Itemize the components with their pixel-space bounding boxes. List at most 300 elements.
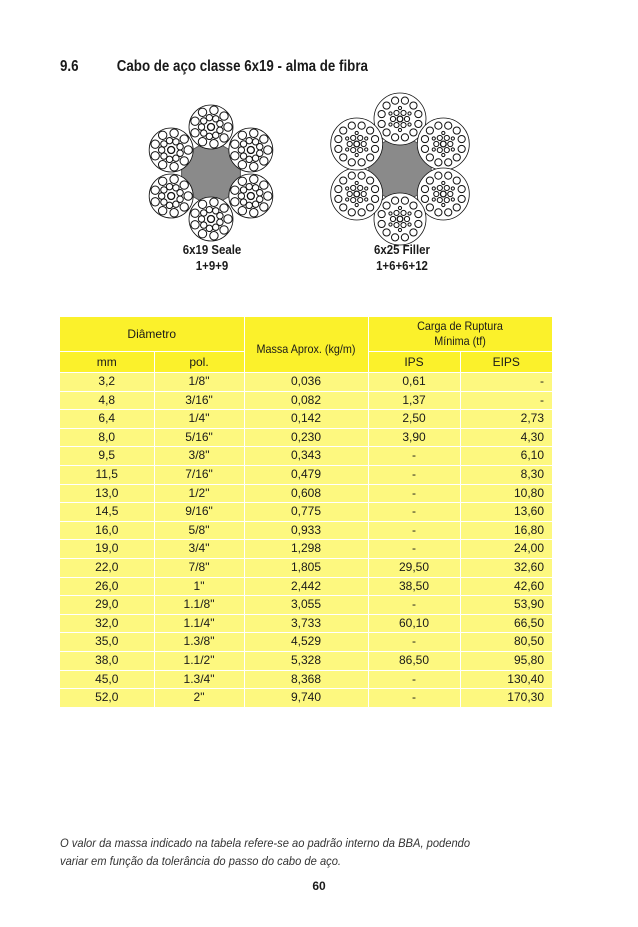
wire <box>191 209 199 217</box>
wire <box>426 177 433 184</box>
footnote <box>60 834 560 870</box>
cell-massa: 0,343 <box>244 447 368 466</box>
table-row <box>60 484 552 503</box>
wire <box>358 209 365 216</box>
wire <box>351 197 356 202</box>
cell-pol: 1.1/4" <box>154 614 244 633</box>
wire <box>365 198 368 201</box>
wire <box>260 135 268 143</box>
wire <box>426 127 433 134</box>
cell-eips: 4,30 <box>460 428 552 447</box>
wire <box>260 157 268 165</box>
wire <box>445 122 452 129</box>
wire <box>170 209 178 217</box>
wire <box>335 195 342 202</box>
wire <box>437 197 442 202</box>
cell-mm: 14,5 <box>60 503 154 522</box>
table-row <box>60 373 552 392</box>
wire <box>213 132 219 138</box>
cell-eips: - <box>460 391 552 410</box>
wire <box>421 195 428 202</box>
cell-pol: 1.3/8" <box>154 633 244 652</box>
wire <box>210 198 218 206</box>
wire <box>166 183 172 189</box>
table-row <box>60 651 552 670</box>
wire <box>421 135 428 142</box>
wire <box>173 155 179 161</box>
footnote-line-1: O valor da massa indicado na tabela refere-se ao padrão interno da BBA, podendo <box>60 836 471 850</box>
cell-mm: 11,5 <box>60 465 154 484</box>
wire <box>231 186 239 194</box>
wire <box>340 177 347 184</box>
center-wire <box>207 123 214 130</box>
table-row <box>60 540 552 559</box>
wire <box>170 175 178 183</box>
wire <box>435 172 442 179</box>
wire <box>348 209 355 216</box>
wire <box>426 204 433 211</box>
cell-eips: 170,30 <box>460 689 552 708</box>
wire <box>177 144 183 150</box>
table-row <box>60 689 552 708</box>
wire <box>198 200 206 208</box>
wire <box>444 185 449 190</box>
wire <box>401 234 408 241</box>
wire <box>453 177 460 184</box>
wire <box>351 135 356 140</box>
cell-massa: 0,142 <box>244 410 368 429</box>
cell-ips: - <box>368 596 460 615</box>
table-row <box>60 465 552 484</box>
wire <box>250 129 258 137</box>
wire <box>389 212 392 215</box>
wire <box>401 122 406 127</box>
wire <box>458 135 465 142</box>
wire <box>358 159 365 166</box>
table-row <box>60 503 552 522</box>
wire <box>410 102 417 109</box>
wire <box>404 116 409 121</box>
wire <box>217 121 223 127</box>
wire <box>250 209 258 217</box>
wire <box>410 229 417 236</box>
wire <box>361 191 366 196</box>
table-row <box>60 558 552 577</box>
center-wire <box>247 146 254 153</box>
cell-eips: 10,80 <box>460 484 552 503</box>
wire <box>170 163 178 171</box>
wire <box>348 172 355 179</box>
wire <box>198 108 206 116</box>
wire <box>151 140 159 148</box>
wire <box>408 212 411 215</box>
wire <box>231 198 239 206</box>
cell-massa: 2,442 <box>244 577 368 596</box>
wire <box>210 140 218 148</box>
right-diagram-construction: 1+6+6+12 <box>376 258 428 273</box>
wire <box>238 131 246 139</box>
wire <box>453 154 460 161</box>
wire <box>351 147 356 152</box>
cell-pol: 3/4" <box>154 540 244 559</box>
wire <box>257 190 263 196</box>
wire <box>389 223 392 226</box>
cell-massa: 1,298 <box>244 540 368 559</box>
wire <box>151 198 159 206</box>
cell-eips: 13,60 <box>460 503 552 522</box>
cell-eips: 130,40 <box>460 670 552 689</box>
left-diagram-caption <box>157 242 266 274</box>
center-wire <box>440 191 446 197</box>
wire <box>351 185 356 190</box>
cell-pol: 7/8" <box>154 558 244 577</box>
wire <box>220 204 228 212</box>
wire <box>240 199 246 205</box>
cell-mm: 13,0 <box>60 484 154 503</box>
table-row <box>60 670 552 689</box>
wire <box>437 135 442 140</box>
wire <box>240 153 246 159</box>
wire <box>231 140 239 148</box>
wire <box>180 157 188 165</box>
wire <box>444 147 449 152</box>
wire <box>238 207 246 215</box>
wire <box>398 106 401 109</box>
wire <box>391 197 398 204</box>
wire <box>177 190 183 196</box>
cell-ips: 3,90 <box>368 428 460 447</box>
wire <box>252 155 258 161</box>
wire <box>442 181 445 184</box>
wire <box>340 154 347 161</box>
section-title-text: Cabo de aço classe 6x19 - alma de fibra <box>116 58 368 75</box>
table-row <box>60 614 552 633</box>
wire <box>442 203 445 206</box>
cell-eips: 8,30 <box>460 465 552 484</box>
cell-ips: - <box>368 503 460 522</box>
wire <box>389 112 392 115</box>
wire <box>432 187 435 190</box>
wire <box>238 177 246 185</box>
cell-massa: 0,775 <box>244 503 368 522</box>
rope-6x19-seale-diagram <box>140 102 282 244</box>
wire <box>355 181 358 184</box>
cell-pol: 1.1/8" <box>154 596 244 615</box>
cell-pol: 1/8" <box>154 373 244 392</box>
wire <box>246 183 252 189</box>
wire <box>383 202 390 209</box>
cell-mm: 29,0 <box>60 596 154 615</box>
cell-ips: - <box>368 484 460 503</box>
wire <box>264 146 272 154</box>
wire <box>365 137 368 140</box>
cell-massa: 5,328 <box>244 651 368 670</box>
wire <box>355 131 358 134</box>
center-wire <box>168 192 175 199</box>
wire <box>415 120 422 127</box>
cell-massa: 1,805 <box>244 558 368 577</box>
wire <box>410 202 417 209</box>
wire <box>358 172 365 179</box>
wire <box>401 110 406 115</box>
cell-eips: 24,00 <box>460 540 552 559</box>
cell-massa: 0,230 <box>244 428 368 447</box>
footnote-line-2: variar em função da tolerância do passo do cabo de aço. <box>60 854 342 868</box>
cell-mm: 45,0 <box>60 670 154 689</box>
cell-ips: 2,50 <box>368 410 460 429</box>
wire <box>365 187 368 190</box>
right-diagram-name: 6x25 Filler <box>374 242 430 257</box>
center-wire <box>247 192 254 199</box>
wire <box>398 228 401 231</box>
wire <box>161 199 167 205</box>
wire <box>453 127 460 134</box>
wire <box>453 204 460 211</box>
wire <box>378 220 385 227</box>
wire <box>391 97 398 104</box>
cell-massa: 0,608 <box>244 484 368 503</box>
wire <box>394 222 399 227</box>
wire <box>198 216 204 222</box>
center-wire <box>354 141 360 147</box>
wire <box>260 203 268 211</box>
wire <box>367 177 374 184</box>
wire <box>408 123 411 126</box>
wire <box>184 192 192 200</box>
header-diametro: Diâmetro <box>60 317 244 352</box>
wire <box>201 222 207 228</box>
cell-ips: 60,10 <box>368 614 460 633</box>
wire <box>383 102 390 109</box>
wire <box>335 185 342 192</box>
cell-ips: - <box>368 465 460 484</box>
wire <box>390 216 395 221</box>
cell-ips: 86,50 <box>368 651 460 670</box>
cell-mm: 16,0 <box>60 521 154 540</box>
wire <box>158 193 164 199</box>
wire <box>365 148 368 151</box>
wire <box>184 146 192 154</box>
wire <box>371 185 378 192</box>
wire <box>358 122 365 129</box>
cell-mm: 32,0 <box>60 614 154 633</box>
wire <box>170 129 178 137</box>
cell-ips: - <box>368 689 460 708</box>
page-number: 60 <box>312 879 326 893</box>
wire <box>180 203 188 211</box>
cell-ips: - <box>368 521 460 540</box>
wire <box>401 134 408 141</box>
wire <box>451 148 454 151</box>
cell-pol: 1.3/4" <box>154 670 244 689</box>
wire <box>426 154 433 161</box>
wire <box>434 141 439 146</box>
cell-ips: 29,50 <box>368 558 460 577</box>
wire <box>358 135 363 140</box>
cell-massa: 8,368 <box>244 670 368 689</box>
wire <box>432 198 435 201</box>
wire <box>198 138 206 146</box>
cell-pol: 1/4" <box>154 410 244 429</box>
right-diagram-caption <box>347 242 456 274</box>
wire <box>371 145 378 152</box>
wire <box>260 181 268 189</box>
wire <box>401 210 406 215</box>
wire <box>398 128 401 131</box>
cell-mm: 4,8 <box>60 391 154 410</box>
wire <box>166 137 172 143</box>
wire <box>383 229 390 236</box>
center-wire <box>440 141 446 147</box>
cell-mm: 19,0 <box>60 540 154 559</box>
section-number: 9.6 <box>60 58 79 75</box>
wire <box>217 213 223 219</box>
wire <box>347 191 352 196</box>
cell-mm: 35,0 <box>60 633 154 652</box>
wire <box>206 114 212 120</box>
wire <box>371 195 378 202</box>
cell-massa: 9,740 <box>244 689 368 708</box>
cell-eips: 42,60 <box>460 577 552 596</box>
wire <box>394 210 399 215</box>
wire <box>458 195 465 202</box>
wire <box>394 110 399 115</box>
wire <box>383 129 390 136</box>
wire <box>389 123 392 126</box>
wire <box>421 185 428 192</box>
cell-ips: 1,37 <box>368 391 460 410</box>
header-carga: Carga de Ruptura Mínima (tf) <box>368 317 552 352</box>
cell-pol: 2" <box>154 689 244 708</box>
wire <box>378 120 385 127</box>
cell-pol: 3/8" <box>154 447 244 466</box>
wire <box>432 137 435 140</box>
wire <box>408 223 411 226</box>
wire <box>435 159 442 166</box>
wire <box>158 161 166 169</box>
wire <box>437 147 442 152</box>
wire <box>355 153 358 156</box>
wire <box>220 226 228 234</box>
wire <box>220 112 228 120</box>
cell-mm: 52,0 <box>60 689 154 708</box>
header-massa: Massa Aprox. (kg/m) <box>244 317 368 373</box>
wire <box>191 221 199 229</box>
wire <box>161 153 167 159</box>
wire <box>346 137 349 140</box>
wire <box>458 145 465 152</box>
wire <box>210 106 218 114</box>
wire <box>246 137 252 143</box>
wire <box>448 141 453 146</box>
wire <box>401 222 406 227</box>
wire <box>335 145 342 152</box>
wire <box>238 161 246 169</box>
table-row <box>60 521 552 540</box>
wire <box>410 129 417 136</box>
wire <box>401 197 408 204</box>
wire <box>340 127 347 134</box>
wire <box>367 204 374 211</box>
cell-pol: 3/16" <box>154 391 244 410</box>
wire <box>434 191 439 196</box>
center-wire <box>168 146 175 153</box>
cell-eips: 66,50 <box>460 614 552 633</box>
wire <box>191 117 199 125</box>
section-title <box>60 58 507 80</box>
wire <box>158 177 166 185</box>
wire <box>445 172 452 179</box>
header-eips: EIPS <box>460 352 552 373</box>
wire <box>451 187 454 190</box>
cell-pol: 5/8" <box>154 521 244 540</box>
wire <box>346 148 349 151</box>
wire <box>358 147 363 152</box>
wire <box>451 198 454 201</box>
wire <box>404 216 409 221</box>
wire <box>391 134 398 141</box>
wire <box>252 201 258 207</box>
cell-ips: - <box>368 633 460 652</box>
wire <box>347 141 352 146</box>
cell-mm: 22,0 <box>60 558 154 577</box>
wire <box>371 135 378 142</box>
wire <box>201 130 207 136</box>
cell-pol: 9/16" <box>154 503 244 522</box>
wire <box>238 193 244 199</box>
table-row <box>60 596 552 615</box>
cell-massa: 3,055 <box>244 596 368 615</box>
wire <box>250 163 258 171</box>
cell-eips: 53,90 <box>460 596 552 615</box>
wire <box>398 206 401 209</box>
wire <box>458 185 465 192</box>
wire <box>435 122 442 129</box>
cell-ips: 38,50 <box>368 577 460 596</box>
cell-pol: 1.1/2" <box>154 651 244 670</box>
wire <box>378 110 385 117</box>
cell-mm: 3,2 <box>60 373 154 392</box>
cell-massa: 0,082 <box>244 391 368 410</box>
wire <box>151 186 159 194</box>
cell-mm: 6,4 <box>60 410 154 429</box>
wire <box>358 197 363 202</box>
wire <box>361 141 366 146</box>
center-wire <box>397 116 403 122</box>
wire <box>367 127 374 134</box>
wire <box>250 175 258 183</box>
wire <box>391 234 398 241</box>
wire <box>173 201 179 207</box>
wire <box>198 230 206 238</box>
center-wire <box>207 215 214 222</box>
wire <box>444 197 449 202</box>
cell-eips: - <box>460 373 552 392</box>
left-diagram-name: 6x19 Seale <box>182 242 242 257</box>
specification-table <box>60 317 552 708</box>
cell-massa: 0,479 <box>244 465 368 484</box>
wire <box>180 181 188 189</box>
table-row <box>60 428 552 447</box>
wire <box>367 154 374 161</box>
cell-mm: 9,5 <box>60 447 154 466</box>
wire <box>346 187 349 190</box>
table-row <box>60 447 552 466</box>
cell-pol: 1/2" <box>154 484 244 503</box>
wire <box>220 134 228 142</box>
wire <box>401 97 408 104</box>
cell-ips: - <box>368 447 460 466</box>
